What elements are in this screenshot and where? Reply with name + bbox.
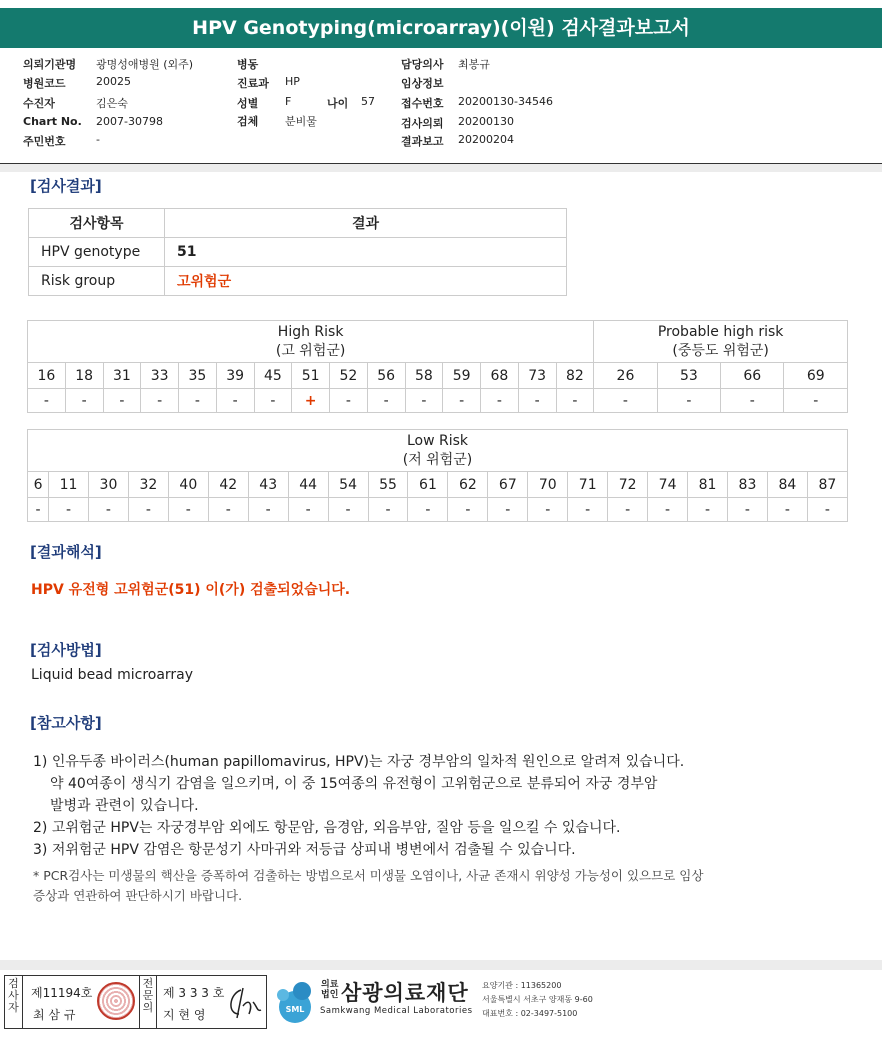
genotype-result-cell: - (128, 498, 168, 522)
genotype-result-cell: - (408, 498, 448, 522)
specialist-name: 지 현 영 (163, 1008, 206, 1022)
genotype-result-cell: - (443, 389, 481, 413)
receipt-no-label: 접수번호 (401, 97, 444, 110)
section-title-reference: [참고사항] (30, 714, 102, 732)
risk-group-label: Risk group (29, 267, 165, 296)
doctor-label: 담당의사 (401, 58, 444, 71)
genotype-cell: 35 (179, 363, 217, 389)
footnote-line: 증상과 연관하여 판단하시기 바랍니다. (33, 888, 243, 903)
result-table-head-item: 검사항목 (29, 209, 165, 238)
low-risk-label: Low Risk (406, 432, 469, 449)
genotype-cell: 56 (367, 363, 405, 389)
reference-notes (33, 751, 684, 861)
genotype-result-cell: - (103, 389, 141, 413)
interpretation-text: HPV 유전형 고위험군(51) 이(가) 검출되었습니다. (31, 582, 351, 598)
genotype-cell: 72 (608, 472, 648, 498)
genotype-cell: 74 (648, 472, 688, 498)
low-risk-sublabel: (저 위험군) (402, 451, 473, 468)
logo-text: SML (285, 1005, 305, 1014)
section-title-interpretation: [결과해석] (30, 543, 102, 561)
high-risk-sublabel: (고 위험군) (275, 342, 346, 359)
receipt-no-value: 20200130-34546 (458, 95, 553, 108)
genotype-result-cell: - (608, 498, 648, 522)
genotype-cell: 44 (288, 472, 328, 498)
genotype-cell: 31 (103, 363, 141, 389)
genotype-cell: 62 (448, 472, 488, 498)
genotype-result-cell: - (49, 498, 89, 522)
genotype-cell: 58 (405, 363, 443, 389)
genotype-cell: 84 (767, 472, 807, 498)
genotype-cell: 73 (518, 363, 556, 389)
specimen-value: 분비물 (285, 115, 317, 128)
hospital-code-value: 20025 (96, 75, 131, 88)
organization-name: 삼광의료재단 (341, 981, 469, 1005)
hospital-value: 광명성애병원 (외주) (96, 58, 194, 71)
genotype-cell: 51 (292, 363, 330, 389)
institution-code: 요양기관 : 11365200 (482, 981, 562, 990)
pcr-footnote (33, 866, 703, 906)
tester-label: 검사자 (5, 976, 23, 1028)
genotype-cell: 18 (65, 363, 103, 389)
genotype-result-cell: - (648, 498, 688, 522)
table-row (28, 363, 848, 389)
department-value: HP (285, 75, 300, 88)
section-title-result: [검사결과] (30, 177, 102, 195)
tester-license: 제11194호 (31, 986, 93, 1000)
genotype-cell: 53 (657, 363, 720, 389)
genotype-cell: 81 (688, 472, 728, 498)
table-row (29, 209, 567, 238)
genotype-result-cell: - (65, 389, 103, 413)
genotype-cell: 69 (784, 363, 848, 389)
specialist-label: 전문의 (139, 976, 157, 1028)
genotype-result-cell: - (721, 389, 784, 413)
genotype-cell: 32 (128, 472, 168, 498)
age-label: 나이 (327, 97, 349, 110)
note-line: 2) 고위험군 HPV는 자궁경부암 외에도 항문암, 음경암, 외음부암, 질암 등을 일으킬 수 있습니다. (33, 820, 621, 836)
low-risk-header (28, 430, 848, 472)
genotype-label: HPV genotype (29, 238, 165, 267)
request-date-label: 검사의뢰 (401, 117, 444, 130)
genotype-result-cell: - (594, 389, 657, 413)
genotype-cell: 55 (368, 472, 408, 498)
genotype-result-cell: - (405, 389, 443, 413)
genotype-cell: 30 (88, 472, 128, 498)
genotype-result-cell: - (368, 498, 408, 522)
tester-name: 최 삼 규 (33, 1008, 76, 1022)
table-row (28, 321, 848, 363)
table-row (29, 267, 567, 296)
genotype-cell: 71 (568, 472, 608, 498)
table-row (28, 498, 848, 522)
genotype-cell: 6 (28, 472, 49, 498)
report-title: HPV Genotyping(microarray)(이원) 검사결과보고서 (0, 8, 882, 48)
organization-phone: 대표번호 : 02-3497-5100 (482, 1009, 578, 1018)
patient-header (0, 54, 882, 164)
genotype-result-cell: - (481, 389, 519, 413)
chart-no-value: 2007-30798 (96, 115, 163, 128)
table-row (28, 472, 848, 498)
genotype-cell: 40 (168, 472, 208, 498)
genotype-result-cell: - (248, 498, 288, 522)
genotype-result-cell: - (784, 389, 848, 413)
specimen-label: 검체 (237, 115, 259, 128)
age-value: 57 (361, 95, 375, 108)
sml-logo-icon (272, 979, 318, 1025)
section-title-method: [검사방법] (30, 641, 102, 659)
ward-label: 병동 (237, 58, 259, 71)
genotype-result-cell: - (448, 498, 488, 522)
genotype-result-cell: - (208, 498, 248, 522)
note-line: 3) 저위험군 HPV 감염은 항문성기 사마귀와 저등급 상피내 병변에서 검출될 수 있습니다. (33, 842, 576, 858)
genotype-result-cell: - (28, 389, 66, 413)
high-risk-table (27, 320, 848, 413)
genotype-result-cell: - (767, 498, 807, 522)
resident-no-label: 주민번호 (23, 135, 66, 148)
genotype-cell: 26 (594, 363, 657, 389)
signature-icon (223, 984, 263, 1022)
genotype-result-cell: + (292, 389, 330, 413)
genotype-cell: 43 (248, 472, 288, 498)
result-table (28, 208, 567, 296)
genotype-cell: 83 (727, 472, 767, 498)
resident-no-value: - (96, 133, 100, 146)
hospital-label: 의뢰기관명 (23, 58, 77, 71)
genotype-cell: 45 (254, 363, 292, 389)
genotype-result-cell: - (179, 389, 217, 413)
genotype-cell: 33 (141, 363, 179, 389)
sex-label: 성별 (237, 97, 259, 110)
genotype-cell: 67 (488, 472, 528, 498)
genotype-cell: 70 (528, 472, 568, 498)
genotype-result-cell: - (88, 498, 128, 522)
genotype-cell: 87 (807, 472, 847, 498)
hospital-code-label: 병원코드 (23, 77, 66, 90)
genotype-result-cell: - (288, 498, 328, 522)
specialist-license: 제 3 3 3 호 (163, 986, 225, 1000)
genotype-result-cell: - (330, 389, 368, 413)
genotype-result-cell: - (568, 498, 608, 522)
organization-address: 서울특별시 서초구 양재동 9-60 (482, 995, 593, 1004)
genotype-cell: 68 (481, 363, 519, 389)
patient-name-value: 김은숙 (96, 97, 128, 110)
genotype-result-cell: - (807, 498, 847, 522)
table-row (28, 430, 848, 472)
report-date-label: 결과보고 (401, 135, 444, 148)
legal-entity-label: 의료법인 (321, 980, 339, 1000)
genotype-cell: 16 (28, 363, 66, 389)
note-line: 1) 인유두종 바이러스(human papillomavirus, HPV)는 자궁 경부암의 일차적 원인으로 알려져 있습니다. (33, 754, 685, 770)
department-label: 진료과 (237, 77, 269, 90)
genotype-cell: 11 (49, 472, 89, 498)
clinical-info-label: 임상정보 (401, 77, 444, 90)
genotype-cell: 54 (328, 472, 368, 498)
seal-stamp-icon (97, 982, 135, 1020)
genotype-result-cell: - (688, 498, 728, 522)
genotype-cell: 66 (721, 363, 784, 389)
separator-band (0, 164, 882, 172)
genotype-result-cell: - (657, 389, 720, 413)
genotype-result-cell: - (254, 389, 292, 413)
genotype-cell: 82 (556, 363, 594, 389)
note-line: 약 40여종이 생식기 감염을 일으키며, 이 중 15여종의 유전형이 고위험군으로 분류되어 자궁 경부암 (50, 776, 658, 792)
organization-block (272, 975, 602, 1029)
genotype-cell: 42 (208, 472, 248, 498)
probable-high-risk-label: Probable high risk (657, 323, 784, 340)
signature-box (4, 975, 267, 1029)
organization-name-en: Samkwang Medical Laboratories (320, 1006, 473, 1016)
genotype-result-cell: - (216, 389, 254, 413)
genotype-result-cell: - (28, 498, 49, 522)
sex-value: F (285, 95, 292, 108)
genotype-result-cell: - (168, 498, 208, 522)
genotype-cell: 39 (216, 363, 254, 389)
genotype-cell: 61 (408, 472, 448, 498)
patient-name-label: 수진자 (23, 97, 55, 110)
genotype-result-cell: - (727, 498, 767, 522)
table-row (29, 238, 567, 267)
request-date-value: 20200130 (458, 115, 514, 128)
method-text: Liquid bead microarray (31, 667, 194, 683)
high-risk-header (28, 321, 594, 363)
risk-group-value: 고위험군 (165, 267, 567, 296)
genotype-result-cell: - (556, 389, 594, 413)
genotype-result-cell: - (328, 498, 368, 522)
genotype-result-cell: - (488, 498, 528, 522)
footnote-line: * PCR검사는 미생물의 핵산을 증폭하여 검출하는 방법으로서 미생물 오염이나, 사균 존재시 위양성 가능성이 있으므로 임상 (33, 868, 704, 883)
genotype-result-cell: - (528, 498, 568, 522)
note-line: 발병과 관련이 있습니다. (50, 798, 199, 814)
report-date-value: 20200204 (458, 133, 514, 146)
genotype-value: 51 (165, 238, 567, 267)
genotype-cell: 52 (330, 363, 368, 389)
genotype-cell: 59 (443, 363, 481, 389)
low-risk-table (27, 429, 848, 522)
probable-high-risk-header (594, 321, 848, 363)
result-table-head-result: 결과 (165, 209, 567, 238)
chart-no-label: Chart No. (23, 115, 82, 128)
genotype-result-cell: - (141, 389, 179, 413)
genotype-result-cell: - (518, 389, 556, 413)
genotype-result-cell: - (367, 389, 405, 413)
high-risk-label: High Risk (277, 323, 344, 340)
table-row (28, 389, 848, 413)
doctor-value: 최봉규 (458, 58, 490, 71)
bottom-band (0, 960, 882, 970)
probable-high-risk-sublabel: (중등도 위험군) (672, 342, 769, 359)
